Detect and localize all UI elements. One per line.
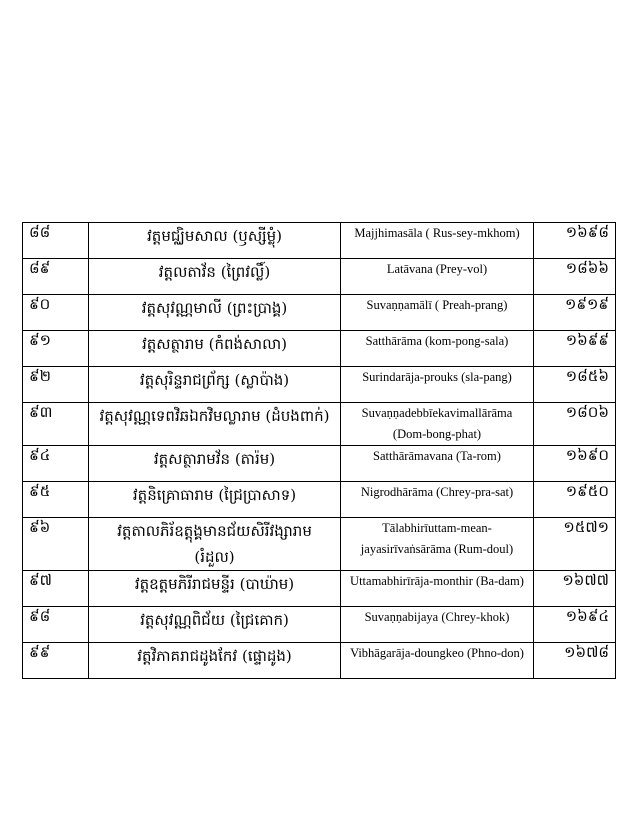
latin-name: Suvaṇṇabijaya (Chrey-khok) [341,607,534,643]
latin-name: Satthārāma (kom-pong-sala) [341,331,534,367]
khmer-name: វត្តលតាវ័ន (ព្រៃវល្លិ៍) [89,259,341,295]
latin-name: Latāvana (Prey-vol) [341,259,534,295]
khmer-name: វត្តវិភាគរាជដូងកែវ (ផ្ទោដូង) [89,643,341,679]
khmer-name: វត្តសត្ថារាមវ័ន (តារ៉ម) [89,446,341,482]
latin-name: Satthārāmavana (Ta-rom) [341,446,534,482]
row-number: ៩៩ [23,643,89,679]
year: ១៦៩០ [534,446,616,482]
khmer-name: វត្តនិគ្រោធារាម (ជ្រៃប្រាសាទ) [89,482,341,518]
year: ១៦៧៧ [534,571,616,607]
table-row [23,223,616,259]
table-row [23,482,616,518]
year: ១៦៩៨ [534,223,616,259]
year: ១៨៦៦ [534,259,616,295]
table-row [23,367,616,403]
year: ១៦៩៤ [534,607,616,643]
table-row [23,331,616,367]
table-row [23,607,616,643]
latin-name: Uttamabhirīrāja-monthir (Ba-dam) [341,571,534,607]
latin-name-line2: (Dom-bong-phat) [392,427,482,441]
latin-name: Majjhimasāla ( Rus-sey-mkhom) [341,223,534,259]
khmer-name: វត្តសុវណ្ណពិជ័យ (ជ្រៃគោក) [89,607,341,643]
row-number: ៩៤ [23,446,89,482]
table-row [23,571,616,607]
temple-table [22,222,616,679]
table-row [23,446,616,482]
table-row [23,295,616,331]
khmer-name: វត្តសុវណ្ណមាលី (ព្រះប្រាង្គ) [89,295,341,331]
latin-name-line1: Suvaṇṇadebbīekavimallārāma [361,406,513,420]
latin-name-line2: jayasirīvaṅsārāma (Rum-doul) [360,542,514,556]
latin-name: Suvaṇṇamālī ( Preah-prang) [341,295,534,331]
khmer-name-line1: វត្តតាលភិរ័ឧត្តុង្គមានជ័យសិរីវង្សារាម [117,522,312,540]
row-number: ៩៨ [23,607,89,643]
year: ១៩៥០ [534,482,616,518]
year: ១៥៧១ [534,518,616,571]
khmer-name: វត្តមជ្ឈិមសាល (ឫស្សីម្លុំ) [89,223,341,259]
khmer-name: វត្តសុវណ្ណទេពវិឆឯកវិមល្លារាម (ដំបងពាក់) [89,403,341,446]
khmer-name: វត្តសត្ថារាម (កំពង់សាលា) [89,331,341,367]
year: ១៩១៩ [534,295,616,331]
row-number: ៩០ [23,295,89,331]
table-row [23,643,616,679]
latin-name: Vibhāgarāja-doungkeo (Phno-don) [341,643,534,679]
row-number: ៩៧ [23,571,89,607]
row-number: ៨៨ [23,223,89,259]
latin-name: Nigrodhārāma (Chrey-pra-sat) [341,482,534,518]
khmer-name-line2: (រំដួល) [194,548,235,566]
latin-name-line1: Tālabhirīuttam-mean- [382,521,492,535]
row-number: ៩៣ [23,403,89,446]
table-row [23,518,616,571]
table-row [23,259,616,295]
row-number: ៨៩ [23,259,89,295]
khmer-name: វត្តសុរិន្ទរាជព្រ័ក្ស (ស្លាប៉ាង) [89,367,341,403]
row-number: ៩១ [23,331,89,367]
latin-name [341,518,534,571]
latin-name: Surindarāja-prouks (sla-pang) [341,367,534,403]
row-number: ៩៥ [23,482,89,518]
row-number: ៩២ [23,367,89,403]
row-number: ៩៦ [23,518,89,571]
year: ១៨៥៦ [534,367,616,403]
khmer-name: វត្តឧត្តមភិរីរាជមន្ទីរ (បាឃ៉ាម) [89,571,341,607]
year: ១៦៩៩ [534,331,616,367]
year: ១៦៧៨ [534,643,616,679]
year: ១៨០៦ [534,403,616,446]
khmer-name [89,518,341,571]
latin-name [341,403,534,446]
table-row [23,403,616,446]
